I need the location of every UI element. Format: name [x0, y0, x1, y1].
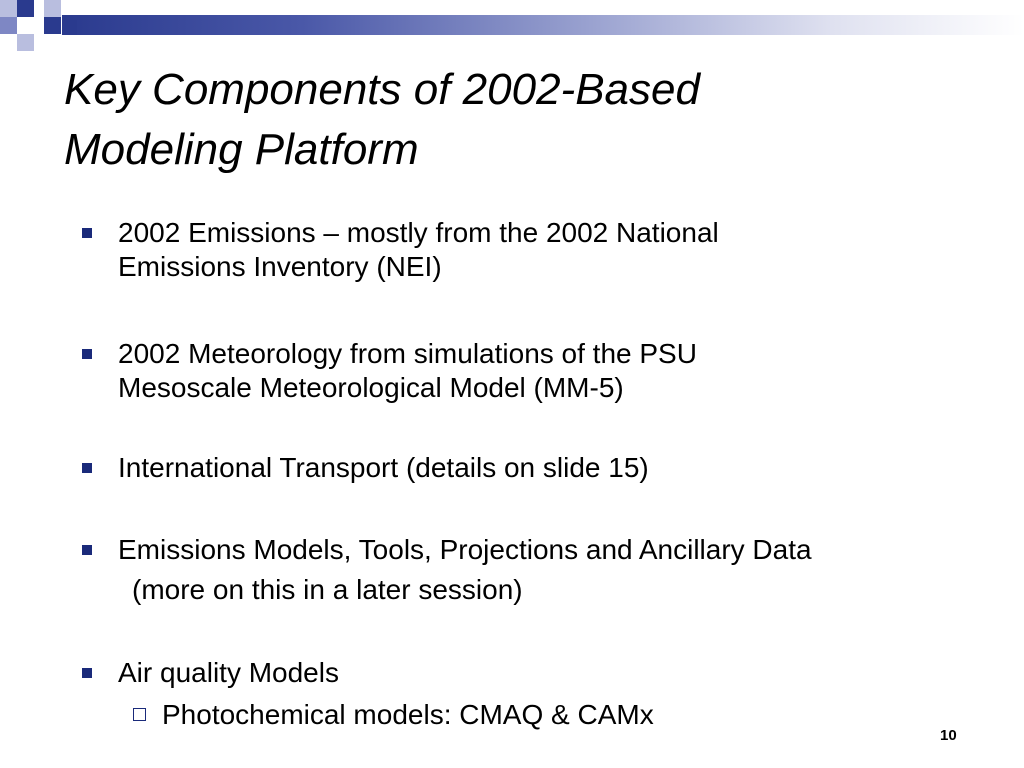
bullet-text [118, 656, 339, 690]
slide-title-line-1: Key Components of 2002-Based [64, 65, 700, 114]
bullet-line: Air quality Models [118, 657, 339, 688]
bullet-text [118, 451, 649, 485]
bullet-line: Mesoscale Meteorological Model (MM-5) [118, 372, 624, 403]
decor-square-icon [44, 17, 61, 34]
slide-title-line-2: Modeling Platform [64, 125, 419, 174]
slide-title [64, 60, 964, 180]
bullet-line: (more on this in a later session) [132, 574, 523, 605]
sub-bullet-text: Photochemical models: CMAQ & CAMx [162, 699, 654, 730]
page-number: 10 [940, 727, 957, 744]
bullet-text [118, 337, 697, 405]
square-bullet-icon [82, 228, 92, 238]
decor-square-icon [17, 0, 34, 17]
decor-square-icon [44, 0, 61, 17]
bullet-line: 2002 Meteorology from simulations of the PSU [118, 338, 697, 369]
square-bullet-icon [82, 349, 92, 359]
bullet-line: Emissions Inventory (NEI) [118, 251, 442, 282]
square-bullet-icon [82, 668, 92, 678]
decor-square-icon [0, 17, 17, 34]
square-bullet-icon [82, 463, 92, 473]
decor-square-icon [0, 0, 17, 17]
bullet-text [118, 216, 719, 284]
square-bullet-icon [82, 545, 92, 555]
decor-square-icon [17, 34, 34, 51]
bullet-line: Emissions Models, Tools, Projections and Ancillary Data [118, 534, 812, 565]
hollow-square-bullet-icon [133, 708, 146, 721]
bullet-text [118, 530, 812, 610]
bullet-line: International Transport (details on slide 15) [118, 452, 649, 483]
bullet-line: 2002 Emissions – mostly from the 2002 National [118, 217, 719, 248]
header-gradient-bar [62, 15, 1024, 35]
decor-square-icon [62, 20, 77, 35]
